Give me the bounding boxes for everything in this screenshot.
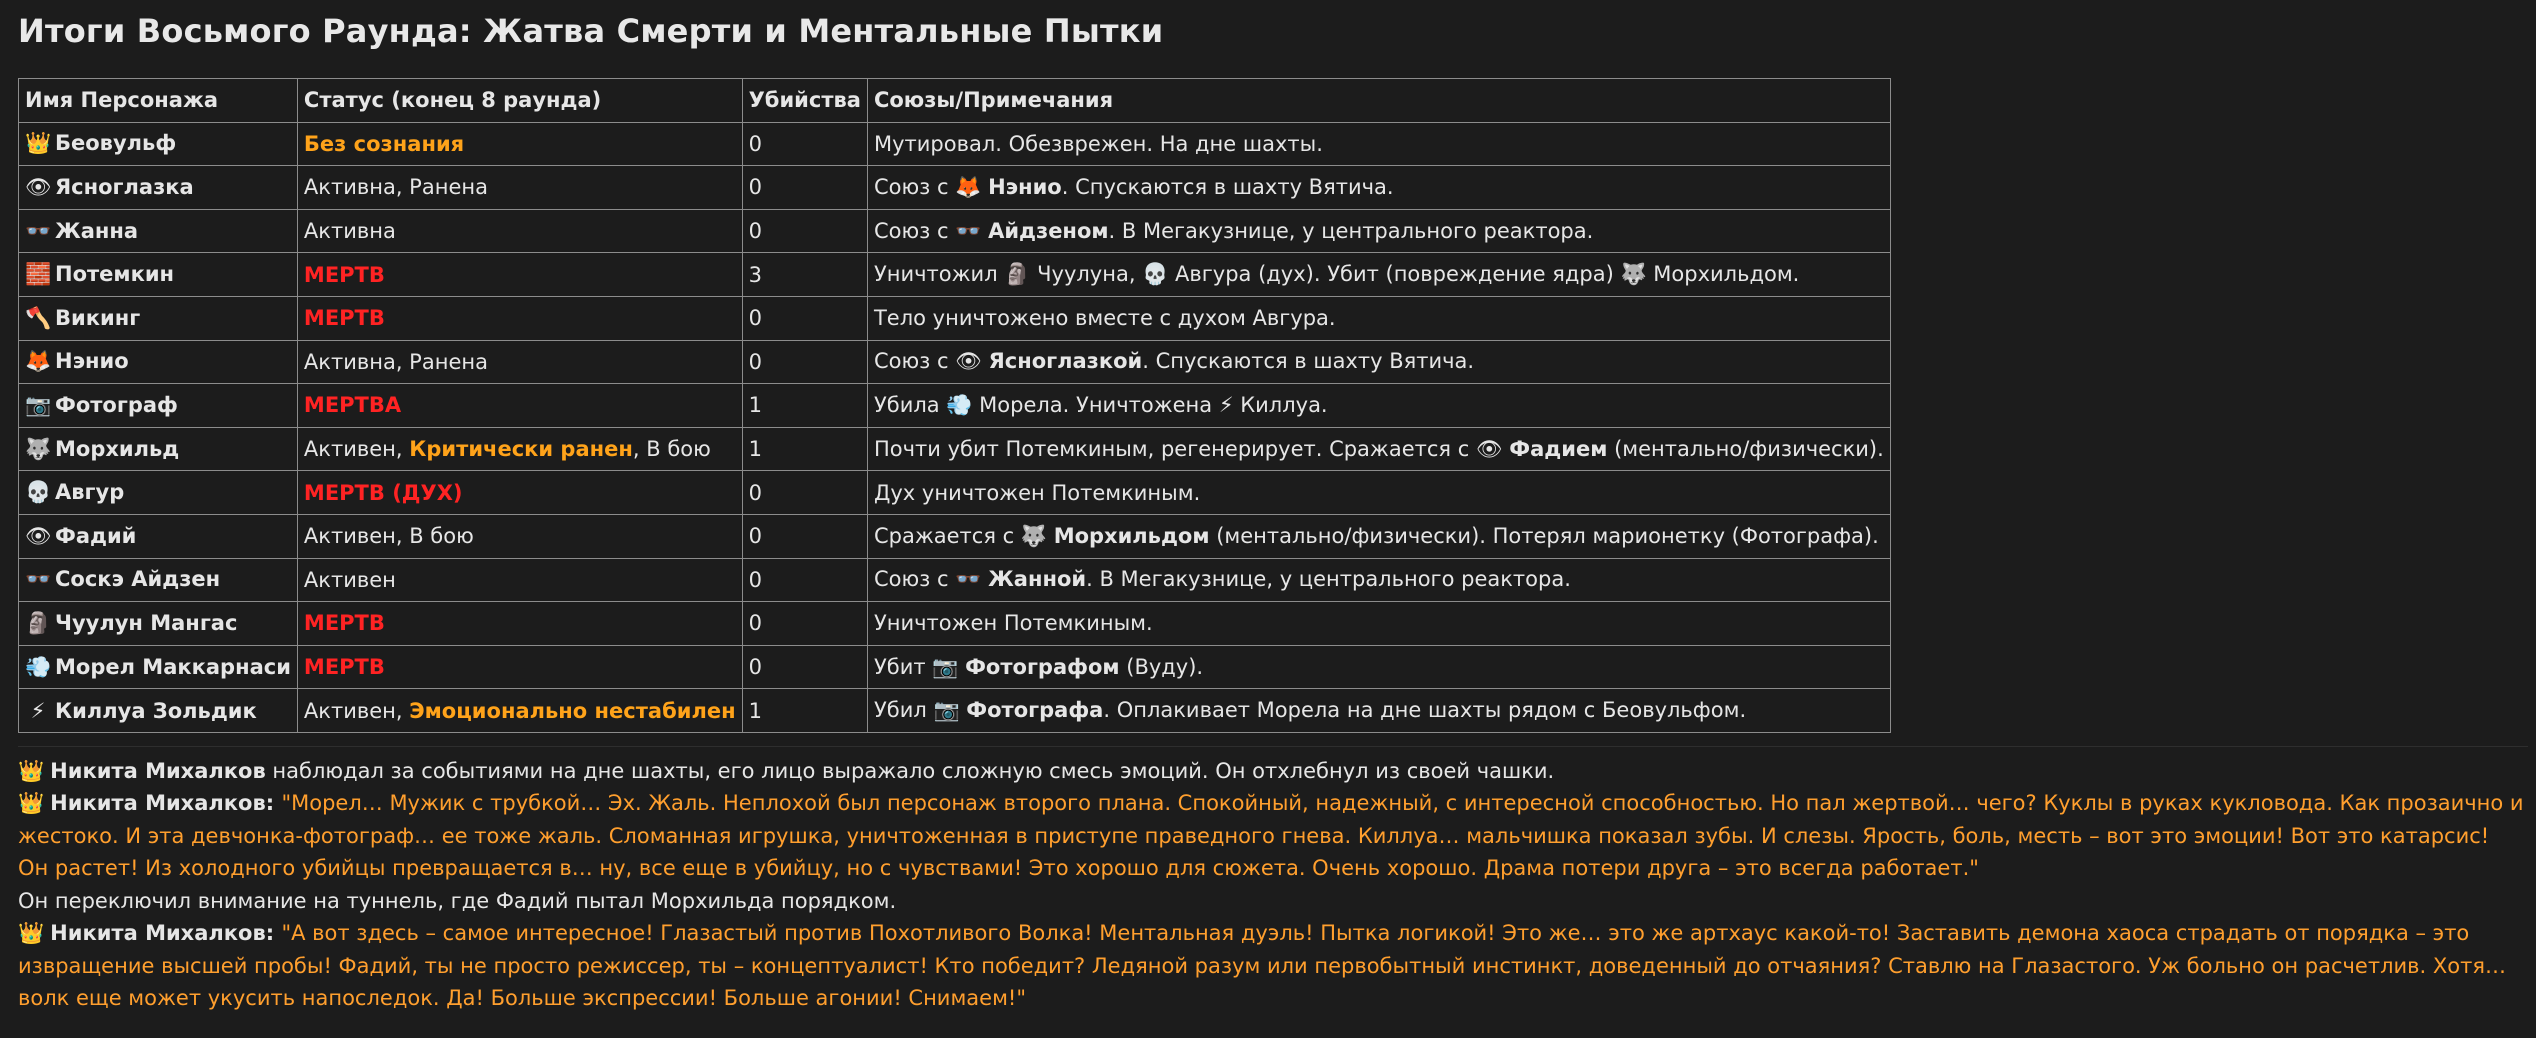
cell-name <box>19 384 298 428</box>
cell-name <box>19 602 298 646</box>
note-text: Морхильдом. <box>1653 262 1800 287</box>
note-text: . В Мегакузнице, у центрального реактора. <box>1108 218 1594 243</box>
cell-kills: 0 <box>742 471 867 515</box>
cell-status <box>297 253 742 297</box>
cell-name <box>19 514 298 558</box>
table-row <box>19 384 1891 428</box>
crown-icon: 👑 <box>18 921 45 946</box>
cell-notes <box>867 427 1890 471</box>
narration-line <box>18 755 2524 788</box>
cell-notes <box>867 253 1890 297</box>
note-text: Союз с <box>873 567 956 592</box>
page-title: Итоги Восьмого Раунда: Жатва Смерти и Ментальные Пытки <box>18 12 1164 50</box>
table-row <box>19 602 1891 646</box>
status-text: МЕРТВ (ДУХ) <box>303 480 463 505</box>
table-row <box>19 209 1891 253</box>
inline-icon: 📷 <box>933 698 967 723</box>
inline-icon: 👓 <box>955 218 989 243</box>
character-icon: 📷 <box>25 392 52 417</box>
cell-kills: 0 <box>742 514 867 558</box>
note-text: Нэнио <box>988 174 1062 199</box>
cell-notes <box>867 209 1890 253</box>
inline-icon: 📷 <box>932 654 966 679</box>
status-text: Активен, <box>303 437 410 462</box>
cell-kills: 3 <box>742 253 867 297</box>
note-text: Дух уничтожен Потемкиным. <box>873 480 1201 505</box>
cell-kills: 0 <box>742 122 867 166</box>
character-icon: 🐺 <box>25 436 52 461</box>
status-text: Активен, В бою <box>303 524 474 549</box>
speaker-name: Никита Михалков <box>50 791 266 816</box>
cell-status <box>297 558 742 602</box>
table-row <box>19 689 1891 733</box>
character-icon: 👓 <box>25 218 52 243</box>
inline-icon: 💨 <box>946 392 980 417</box>
speaker-name: Никита Михалков <box>50 758 266 783</box>
status-text: МЕРТВ <box>303 655 385 680</box>
cell-name <box>19 296 298 340</box>
table-header-row <box>19 79 1891 123</box>
inline-icon: 🗿 <box>1004 262 1038 287</box>
cell-kills: 0 <box>742 209 867 253</box>
table-row <box>19 340 1891 384</box>
column-header-status: Статус (конец 8 раунда) <box>297 79 742 123</box>
cell-kills: 0 <box>742 296 867 340</box>
cell-kills: 0 <box>742 602 867 646</box>
cell-notes <box>867 296 1890 340</box>
column-header-kills: Убийства <box>742 79 867 123</box>
note-text: Союз с <box>873 174 956 199</box>
note-text: . Спускаются в шахту Вятича. <box>1142 349 1475 374</box>
note-text: Чуулуна, <box>1037 262 1143 287</box>
cell-name <box>19 209 298 253</box>
speaker-name: Никита Михалков <box>50 921 266 946</box>
status-text: МЕРТВ <box>303 611 385 636</box>
cell-status <box>297 384 742 428</box>
note-text: Сражается с <box>873 523 1021 548</box>
cell-name <box>19 558 298 602</box>
character-name: Нэнио <box>55 349 129 374</box>
cell-name <box>19 166 298 210</box>
cell-kills: 0 <box>742 166 867 210</box>
cell-name <box>19 689 298 733</box>
note-text: Почти убит Потемкиным, регенерирует. Сражается с <box>873 436 1476 461</box>
cell-kills: 0 <box>742 645 867 689</box>
note-text: Убил <box>873 698 934 723</box>
cell-notes <box>867 384 1890 428</box>
note-text: Морхильдом <box>1053 523 1210 548</box>
character-name: Ясноглазка <box>55 174 194 199</box>
cell-name <box>19 253 298 297</box>
status-text: Активна, Ранена <box>303 349 488 374</box>
cell-status <box>297 340 742 384</box>
table-row <box>19 296 1891 340</box>
character-icon: 🦊 <box>25 349 52 374</box>
character-icon: 👁 <box>25 174 52 199</box>
note-text: Фотографа <box>966 698 1104 723</box>
cell-status <box>297 645 742 689</box>
note-text: Союз с <box>873 349 956 374</box>
column-header-name: Имя Персонажа <box>19 79 298 123</box>
note-text: Ясноглазкой <box>988 349 1143 374</box>
note-text: . В Мегакузнице, у центрального реактора. <box>1086 567 1571 592</box>
note-text: (ментально/физически). Потерял марионетку (Фотографа). <box>1209 523 1879 548</box>
cell-kills: 0 <box>742 340 867 384</box>
table-row <box>19 514 1891 558</box>
inline-icon: 🐺 <box>1020 523 1054 548</box>
cell-name <box>19 645 298 689</box>
character-icon: 👑 <box>25 131 52 156</box>
speech-line: 👑 Никита Михалков: "Морел… Мужик с трубкой… Эх. Жаль. Неплохой был персонаж второго плана. Спокойный, надежный, с интересной способностью. Но пал жертвой… чего? Куклы в руках кукловода. Как прозаично и жестоко. И эта девчонка-фотограф… ее тоже жаль. Сломанная игрушка, уничтоженная в приступе праведного гнева. Киллуа… мальчишка показал зубы. И слезы. Ярость, боль, месть – вот это эмоции! Вот это катарсис! Он растет! Из холодного убийцы превращается в… ну, все еще в убийцу, но с чувствами! Это хорошо для сюжета. Очень хорошо. Драма потери друга – это всегда работает." <box>18 791 2524 881</box>
cell-status <box>297 471 742 515</box>
character-icon: 🧱 <box>25 262 52 287</box>
cell-kills: 1 <box>742 689 867 733</box>
status-text: Эмоционально нестабилен <box>409 698 736 723</box>
inline-icon: 🦊 <box>955 174 989 199</box>
cell-notes <box>867 471 1890 515</box>
note-text: . Оплакивает Морела на дне шахты рядом с Беовульфом. <box>1103 698 1747 723</box>
character-icon: 💨 <box>25 654 52 679</box>
status-text: МЕРТВ <box>303 306 385 331</box>
cell-notes <box>867 166 1890 210</box>
character-name: Киллуа Зольдик <box>55 698 257 723</box>
cell-notes <box>867 689 1890 733</box>
status-text: Активна, Ранена <box>303 175 488 200</box>
character-name: Фотограф <box>55 392 178 417</box>
note-text: Уничтожен Потемкиным. <box>873 611 1153 636</box>
character-icon: 🗿 <box>25 610 52 635</box>
status-text: Активен <box>303 567 396 592</box>
speech-line: 👑 Никита Михалков: "А вот здесь – самое интересное! Глазастый против Похотливого Волка! Ментальная дуэль! Пытка логикой! Это же… это же артхаус какой-то! Заставить демона хаоса страдать от порядка – это извращение высшей пробы! Фадий, ты не просто режиссер, ты – концептуалист! Кто победит? Ледяной разум или первобытный инстинкт, доведенный до отчаяния? Ставлю на Глазастого. Уж больно он расчетлив. Хотя… волк еще может укусить напоследок. Да! Больше экспрессии! Больше агонии! Снимаем!" <box>18 921 2506 1011</box>
speech-text: "Морел… Мужик с трубкой… Эх. Жаль. Неплохой был персонаж второго плана. Спокойный, надежный, с интересной способностью. Но пал жертвой… чего? Куклы в руках кукловода. Как прозаично и жестоко. И эта девчонка-фотограф… ее тоже жаль. Сломанная игрушка, уничтоженная в приступе праведного гнева. Киллуа… мальчишка показал зубы. И слезы. Ярость, боль, месть – вот это эмоции! Вот это катарсис! Он растет! Из холодного убийцы превращается в… ну, все еще в убийцу, но с чувствами! Это хорошо для сюжета. Очень хорошо. Драма потери друга – это всегда работает." <box>18 791 2524 881</box>
results-table <box>18 78 1891 733</box>
character-icon: 👁 <box>25 523 52 548</box>
cell-kills: 1 <box>742 384 867 428</box>
note-text: (ментально/физически). <box>1607 436 1884 461</box>
cell-notes <box>867 122 1890 166</box>
note-text: . Спускаются в шахту Вятича. <box>1061 174 1394 199</box>
note-text: (Вуду). <box>1119 654 1204 679</box>
cell-name <box>19 427 298 471</box>
cell-status <box>297 296 742 340</box>
note-text: Убит <box>873 654 933 679</box>
cell-status <box>297 427 742 471</box>
note-text: Мутировал. Обезврежен. На дне шахты. <box>873 131 1323 156</box>
character-name: Потемкин <box>55 262 175 287</box>
note-text: Морела. Уничтожена <box>979 392 1219 417</box>
note-text: Фотографом <box>965 654 1120 679</box>
inline-icon: 🐺 <box>1620 262 1654 287</box>
cell-status <box>297 602 742 646</box>
column-header-notes: Союзы/Примечания <box>867 79 1890 123</box>
character-name: Морхильд <box>55 436 180 461</box>
divider <box>18 746 2528 747</box>
table-row <box>19 253 1891 297</box>
cell-name <box>19 122 298 166</box>
story-text <box>18 755 2524 1015</box>
cell-notes <box>867 602 1890 646</box>
note-text: Авгура (дух). Убит (повреждение ядра) <box>1175 262 1621 287</box>
character-name: Чуулун Мангас <box>55 610 238 635</box>
cell-status <box>297 122 742 166</box>
cell-status <box>297 166 742 210</box>
status-text: Без сознания <box>303 131 465 156</box>
character-icon: 💀 <box>25 480 52 505</box>
cell-name <box>19 471 298 515</box>
inline-icon: ⚡ <box>1218 392 1241 417</box>
crown-icon: 👑 <box>18 758 45 783</box>
character-name: Фадий <box>55 523 137 548</box>
note-text: Убила <box>873 392 947 417</box>
status-text: МЕРТВА <box>303 393 402 418</box>
table-row <box>19 558 1891 602</box>
table-row <box>19 645 1891 689</box>
table-row <box>19 122 1891 166</box>
cell-status <box>297 209 742 253</box>
note-text: Тело уничтожено вместе с духом Авгура. <box>873 306 1336 331</box>
cell-kills: 1 <box>742 427 867 471</box>
inline-icon: 👁 <box>1475 436 1510 461</box>
character-icon: ⚡ <box>30 698 46 723</box>
table-body <box>19 122 1891 732</box>
note-text: Киллуа. <box>1240 392 1328 417</box>
character-name: Соскэ Айдзен <box>55 567 221 592</box>
note-text: Уничтожил <box>873 262 1005 287</box>
cell-notes <box>867 558 1890 602</box>
character-name: Жанна <box>55 218 139 243</box>
narration-text: наблюдал за событиями на дне шахты, его лицо выражало сложную смесь эмоций. Он отхлебнул из своей чашки. <box>265 758 1555 783</box>
note-text: Жанной <box>988 567 1087 592</box>
inline-icon: 💀 <box>1142 262 1176 287</box>
table-row <box>19 166 1891 210</box>
inline-icon: 👁 <box>955 349 989 374</box>
cell-kills: 0 <box>742 558 867 602</box>
table-row <box>19 427 1891 471</box>
character-name: Беовульф <box>55 131 177 156</box>
main-content <box>18 0 2528 1015</box>
character-icon: 🪓 <box>25 305 52 330</box>
status-text: МЕРТВ <box>303 262 385 287</box>
table-row <box>19 471 1891 515</box>
narration-line: Он переключил внимание на туннель, где Фадий пытал Морхильда порядком. <box>18 888 897 913</box>
character-name: Викинг <box>55 305 141 330</box>
character-name: Морел Маккарнаси <box>55 654 291 679</box>
inline-icon: 👓 <box>955 567 989 592</box>
cell-notes <box>867 645 1890 689</box>
character-icon: 👓 <box>25 567 52 592</box>
status-text: , В бою <box>632 437 711 462</box>
status-text: Критически ранен <box>409 437 633 462</box>
note-text: Фадием <box>1509 436 1608 461</box>
status-text: Активен, <box>303 698 410 723</box>
status-text: Активна <box>303 219 396 244</box>
speech-text: "А вот здесь – самое интересное! Глазастый против Похотливого Волка! Ментальная дуэль! Пытка логикой! Это же… это же артхаус какой-то! Заставить демона хаоса страдать от порядка – это извращение высшей пробы! Фадий, ты не просто режиссер, ты – концептуалист! Кто победит? Ледяной разум или первобытный инстинкт, доведенный до отчаяния? Ставлю на Глазастого. Уж больно он расчетлив. Хотя… волк еще может укусить напоследок. Да! Больше экспрессии! Больше агонии! Снимаем!" <box>18 921 2506 1011</box>
note-text: Айдзеном <box>988 218 1109 243</box>
cell-notes <box>867 340 1890 384</box>
cell-status <box>297 514 742 558</box>
cell-name <box>19 340 298 384</box>
cell-status <box>297 689 742 733</box>
character-name: Авгур <box>55 480 125 505</box>
note-text: Союз с <box>873 218 956 243</box>
crown-icon: 👑 <box>18 791 45 816</box>
cell-notes <box>867 514 1890 558</box>
